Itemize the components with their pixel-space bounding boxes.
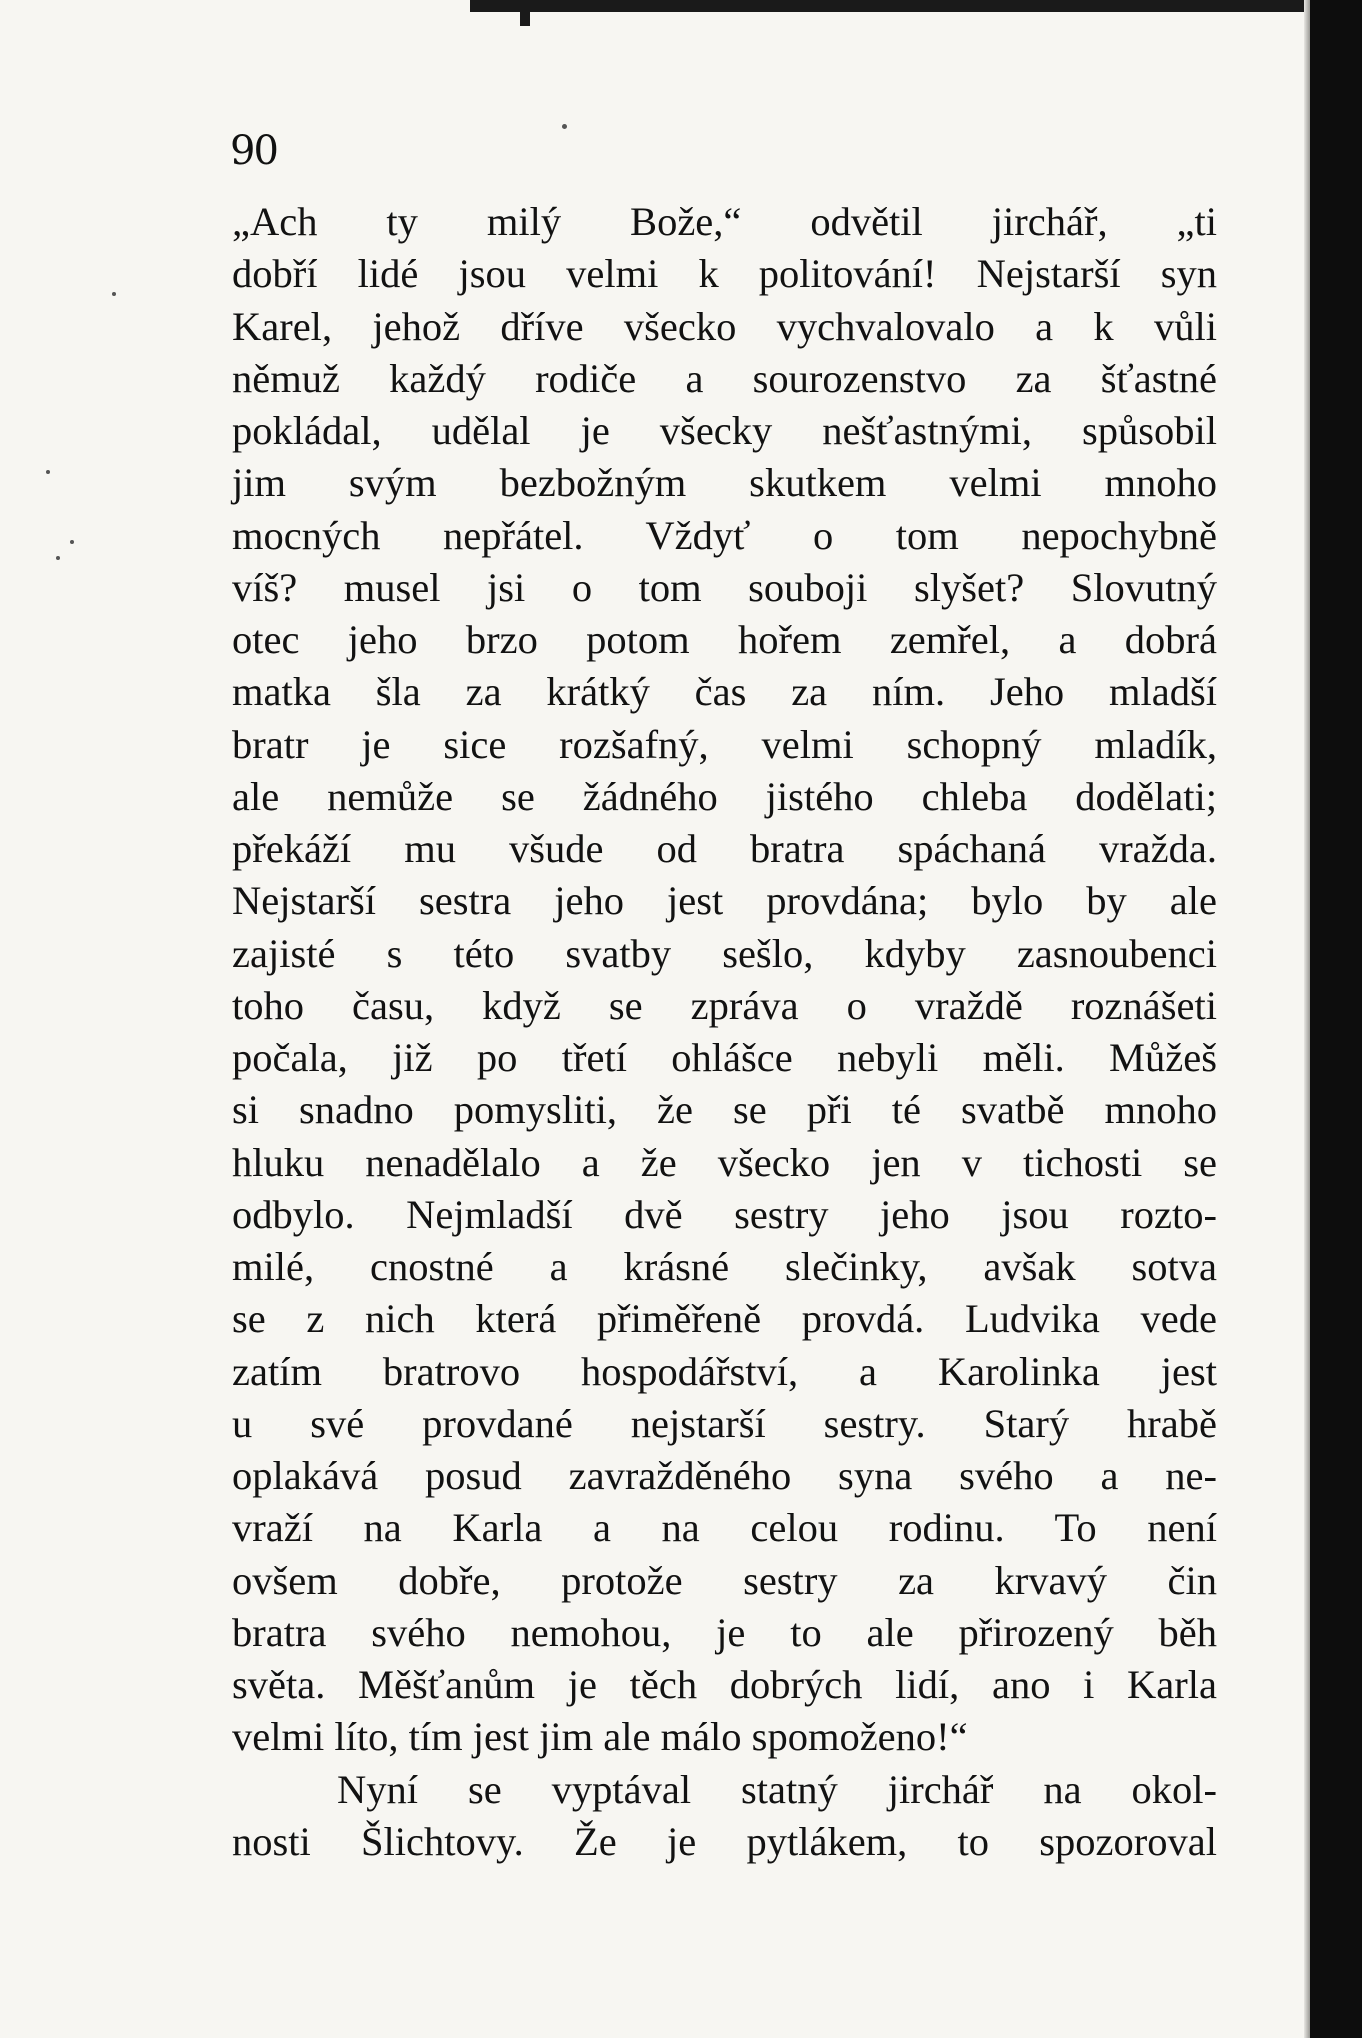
text-line: dobří lidé jsou velmi k politování! Nejstarší syn bbox=[232, 251, 1217, 297]
scan-speck bbox=[56, 556, 60, 560]
text-line: velmi líto, tím jest jim ale málo spomoženo!“ bbox=[232, 1714, 968, 1760]
text-line: jim svým bezbožným skutkem velmi mnoho bbox=[232, 460, 1217, 506]
text-line: „Ach ty milý Bože,“ odvětil jirchář, „ti bbox=[232, 199, 1217, 244]
scan-right-edge bbox=[1310, 0, 1362, 2038]
text-line: u své provdané nejstarší sestry. Starý hrabě bbox=[232, 1400, 1217, 1446]
text-line: mocných nepřátel. Vždyť o tom nepochybně bbox=[232, 512, 1217, 558]
text-line: nosti Šlichtovy. Že je pytlákem, to spozoroval bbox=[232, 1818, 1217, 1864]
text-line-paragraph-start: Nyní se vyptával statný jirchář na okol- bbox=[337, 1766, 1217, 1812]
text-line: světa. Měšťanům je těch dobrých lidí, ano i Karla bbox=[232, 1662, 1217, 1707]
scan-speck bbox=[562, 124, 567, 129]
text-line: bratra svého nemohou, je to ale přirozený běh bbox=[232, 1609, 1217, 1655]
text-line: oplakává posud zavražděného syna svého a ne- bbox=[232, 1453, 1217, 1498]
text-line: vraží na Karla a na celou rodinu. To není bbox=[232, 1505, 1217, 1551]
body-text bbox=[232, 196, 1217, 1868]
scan-speck bbox=[112, 292, 116, 296]
text-line: milé, cnostné a krásné slečinky, avšak sotva bbox=[232, 1244, 1217, 1289]
text-line: víš? musel jsi o tom souboji slyšet? Slovutný bbox=[232, 564, 1217, 610]
scan-speck bbox=[70, 540, 74, 544]
page-number: 90 bbox=[230, 128, 277, 174]
text-line: hluku nenadělalo a že všecko jen v tichosti se bbox=[232, 1139, 1217, 1185]
text-line: otec jeho brzo potom hořem zemřel, a dobrá bbox=[232, 617, 1217, 662]
text-line: matka šla za krátký čas za ním. Jeho mladší bbox=[232, 669, 1217, 715]
text-line: počala, již po třetí ohlášce nebyli měli. Můžeš bbox=[232, 1035, 1217, 1080]
text-line: zatím bratrovo hospodářství, a Karolinka jest bbox=[232, 1348, 1217, 1394]
text-line: bratr je sice rozšafný, velmi schopný mladík, bbox=[232, 721, 1217, 767]
text-line: Nejstarší sestra jeho jest provdána; bylo by ale bbox=[232, 878, 1217, 924]
text-line: se z nich která přiměřeně provdá. Ludvika vede bbox=[232, 1296, 1217, 1342]
text-line: překáží mu všude od bratra spáchaná vražda. bbox=[232, 826, 1217, 871]
text-line: ale nemůže se žádného jistého chleba dodělati; bbox=[232, 773, 1217, 819]
text-line: toho času, když se zpráva o vraždě roznášeti bbox=[232, 982, 1217, 1028]
text-line: zajisté s této svatby sešlo, kdyby zasnoubenci bbox=[232, 930, 1217, 976]
scan-top-edge bbox=[470, 0, 1310, 12]
text-line: pokládal, udělal je všecky nešťastnými, spůsobil bbox=[232, 408, 1217, 453]
text-line: Karel, jehož dříve všecko vychvalovalo a k vůli bbox=[232, 303, 1217, 349]
scan-speck bbox=[46, 470, 50, 474]
text-line: odbylo. Nejmladší dvě sestry jeho jsou rozto- bbox=[232, 1191, 1217, 1237]
text-line: si snadno pomysliti, že se při té svatbě mnoho bbox=[232, 1087, 1217, 1133]
text-line: němuž každý rodiče a sourozenstvo za šťastné bbox=[232, 355, 1217, 401]
scan-top-notch bbox=[520, 0, 530, 26]
text-line: ovšem dobře, protože sestry za krvavý čin bbox=[232, 1557, 1217, 1603]
